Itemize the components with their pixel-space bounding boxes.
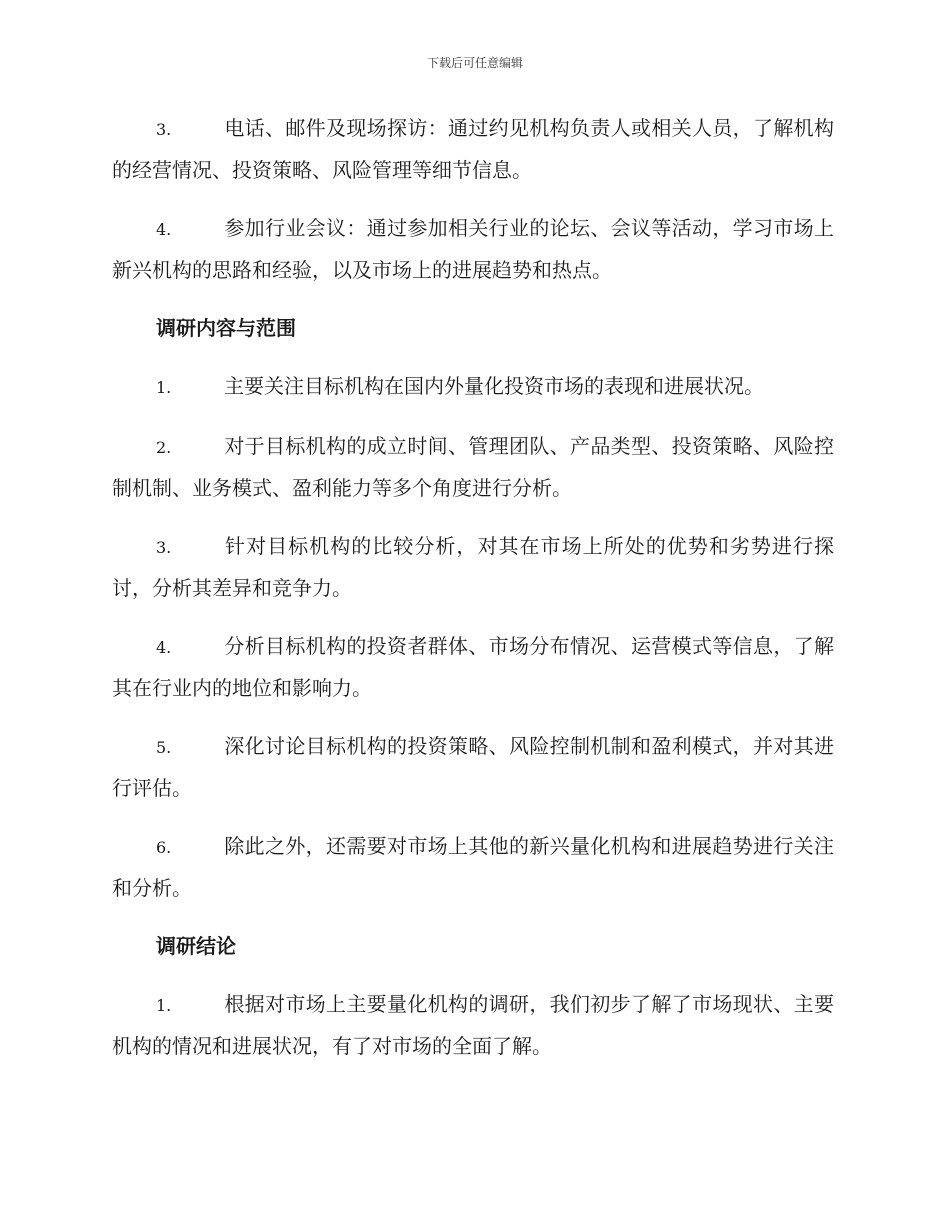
list-item: [112, 826, 834, 908]
list-item: [112, 366, 834, 408]
list-item: [112, 108, 834, 190]
page-header: 下载后可任意编辑: [426, 56, 523, 70]
list-text: 对于目标机构的成立时间、管理团队、产品类型、投资策略、风险控制机制、业务模式、盈利能力等多个角度进行分析。: [112, 434, 834, 500]
section-heading-scope: 调研内容与范围: [156, 316, 296, 340]
list-number: 5.: [156, 738, 172, 757]
list-item: [112, 526, 834, 608]
section-heading-conclusion: 调研结论: [156, 934, 236, 958]
list-item: [112, 426, 834, 508]
list-text: 除此之外，还需要对市场上其他的新兴量化机构和进展趋势进行关注和分析。: [112, 834, 834, 900]
list-number: 1.: [156, 378, 172, 397]
document-body: [112, 108, 834, 1084]
list-number: 4.: [156, 220, 172, 239]
list-number: 2.: [156, 438, 172, 457]
list-number: 4.: [156, 638, 172, 657]
list-text: 分析目标机构的投资者群体、市场分布情况、运营模式等信息，了解其在行业内的地位和影响力。: [112, 634, 834, 700]
list-item: [112, 984, 834, 1066]
list-text: 主要关注目标机构在国内外量化投资市场的表现和进展状况。: [224, 374, 764, 398]
list-item: [112, 726, 834, 808]
list-text: 参加行业会议：通过参加相关行业的论坛、会议等活动，学习市场上新兴机构的思路和经验，以及市场上的进展趋势和热点。: [112, 216, 834, 282]
list-item: [112, 626, 834, 708]
list-number: 3.: [156, 120, 172, 139]
list-item: [112, 208, 834, 290]
list-number: 6.: [156, 838, 172, 857]
list-number: 3.: [156, 538, 172, 557]
list-text: 深化讨论目标机构的投资策略、风险控制机制和盈利模式，并对其进行评估。: [112, 734, 834, 800]
list-text: 针对目标机构的比较分析，对其在市场上所处的优势和劣势进行探讨，分析其差异和竞争力。: [112, 534, 834, 600]
list-text: 电话、邮件及现场探访：通过约见机构负责人或相关人员，了解机构的经营情况、投资策略、风险管理等细节信息。: [112, 116, 834, 182]
list-text: 根据对市场上主要量化机构的调研，我们初步了解了市场现状、主要机构的情况和进展状况，有了对市场的全面了解。: [112, 992, 834, 1058]
list-number: 1.: [156, 996, 172, 1015]
